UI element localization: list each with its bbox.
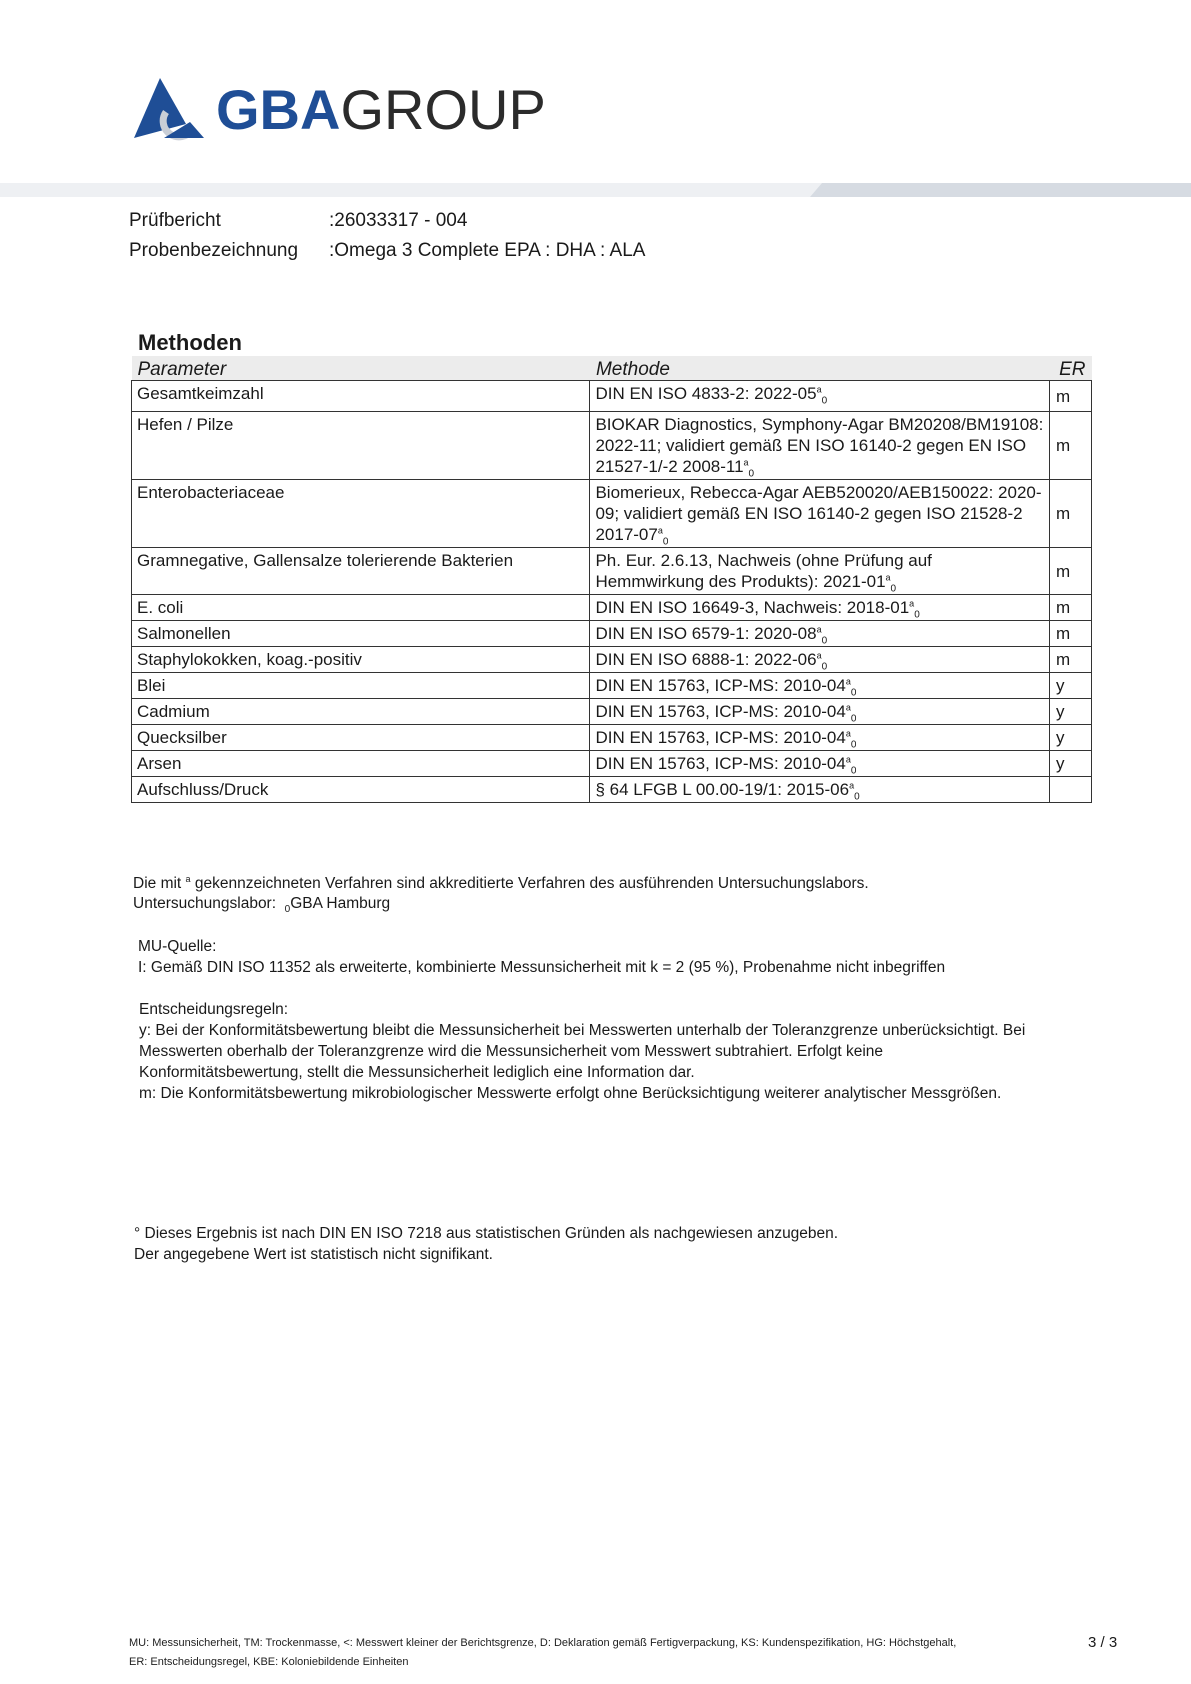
accreditation-note: Die mit $^a$ gekennzeichneten Verfahren sind akkreditierte Verfahren des ausführenden Untersuchungslabors. xyxy=(133,873,869,892)
mu-source-text: I: Gemäß DIN ISO 11352 als erweiterte, kombinierte Messunsicherheit mit k = 2 (95 %), Probenahme nicht inbegriffen xyxy=(138,959,946,976)
sample-name-row xyxy=(129,240,645,262)
page-number: 3 / 3 xyxy=(1088,1634,1118,1651)
footer-legend: MU: Messunsicherheit, TM: Trockenmasse, <: Messwert kleiner der Berichtsgrenze, D: Deklaration gemäß Fertigverpackung, KS: Kundenspezifikation, HG: Höchstgehalt, ER: Entscheidungsregel, KBE: Koloniebildende Einheiten xyxy=(129,1637,957,1668)
statistics-note: ° Dieses Ergebnis ist nach DIN EN ISO 7218 aus statistischen Gründen als nachgewiesen anzugeben. Der angegebene Wert ist statistisch nicht signifikant. xyxy=(134,1225,839,1263)
parameter-cell: Aufschluss/Druck xyxy=(132,777,590,803)
table-row xyxy=(132,751,1092,777)
methode-cell: DIN EN ISO 6888-1: $2022-06^a_0$ xyxy=(590,647,1050,673)
er-cell: m xyxy=(1049,412,1091,480)
er-cell: m xyxy=(1049,381,1091,412)
parameter-cell: Staphylokokken, koag.-positiv xyxy=(132,647,590,673)
er-cell: m xyxy=(1049,480,1091,548)
methods-title: Methoden xyxy=(138,330,242,355)
table-row xyxy=(132,647,1092,673)
methode-cell: DIN EN 15763, ICP-MS: $2010-04^a_0$ xyxy=(590,673,1050,699)
methode-cell: § 64 LFGB L 00.00-19/1: $2015-06^a_0$ xyxy=(590,777,1050,803)
table-row xyxy=(132,777,1092,803)
table-row xyxy=(132,412,1092,480)
methode-cell: BIOKAR Diagnostics, Symphony-Agar BM20208/BM19108: 2022-11; validiert gemäß EN ISO 16140-2 gegen EN ISO 21527-1/-2 $2008-11^a_0$ xyxy=(590,412,1050,480)
table-row xyxy=(132,381,1092,412)
methode-cell: Biomerieux, Rebecca-Agar AEB520020/AEB150022: 2020-09; validiert gemäß EN ISO 16140-2 gegen ISO 21528-2 $2017-07^a_0$ xyxy=(590,480,1050,548)
header-parameter: Parameter xyxy=(132,356,590,381)
methode-cell: DIN EN ISO 4833-2: $2022-05^a_0$ xyxy=(590,381,1050,412)
parameter-cell: Blei xyxy=(132,673,590,699)
sample-name-label: Probenbezeichnung xyxy=(129,240,299,261)
er-cell xyxy=(1049,777,1091,803)
table-row xyxy=(132,673,1092,699)
er-cell: m xyxy=(1049,621,1091,647)
parameter-cell: Cadmium xyxy=(132,699,590,725)
parameter-cell: E. coli xyxy=(132,595,590,621)
methods-table-header xyxy=(132,356,1092,381)
er-cell: y xyxy=(1049,673,1091,699)
header-band-accent xyxy=(810,183,1191,197)
lab-note: Untersuchungslabor: $_0$GBA Hamburg xyxy=(133,895,391,916)
table-row xyxy=(132,699,1092,725)
methode-cell: Ph. Eur. 2.6.13, Nachweis (ohne Prüfung auf Hemmwirkung des Produkts): $2021-01^a_0$ xyxy=(590,548,1050,595)
report-number-label: Prüfbericht xyxy=(129,210,221,231)
decision-rules-text: y: Bei der Konformitätsbewertung bleibt die Messunsicherheit bei Messwerten unterhalb der Toleranzgrenze unberücksichtigt. Bei Messwerten oberhalb der Toleranzgrenze wird die Messunsicherheit vom Messwert subtrahiert. Erfolgt keine Konformitätsbewertung, stellt die Messunsicherheit lediglich eine Information dar. m: Die Konformitätsbewertung mikrobiologischer Messwerte erfolgt ohne Berücksichtigung weiterer analytischer Messgrößen. xyxy=(139,1022,1026,1102)
lab-name: GBA Hamburg xyxy=(290,895,391,912)
er-cell: m xyxy=(1049,595,1091,621)
logo-text-group: GROUP xyxy=(340,78,546,141)
methods-table xyxy=(131,356,1092,803)
methode-cell: DIN EN ISO 16649-3, Nachweis: $2018-01^a_0$ xyxy=(590,595,1050,621)
parameter-cell: Hefen / Pilze xyxy=(132,412,590,480)
er-cell: m xyxy=(1049,548,1091,595)
parameter-cell: Arsen xyxy=(132,751,590,777)
parameter-cell: Gramnegative, Gallensalze tolerierende Bakterien xyxy=(132,548,590,595)
table-row xyxy=(132,548,1092,595)
parameter-cell: Enterobacteriaceae xyxy=(132,480,590,548)
report-number-value: :26033317 - 004 xyxy=(329,210,468,231)
er-cell: y xyxy=(1049,725,1091,751)
report-number-row xyxy=(129,210,467,232)
methode-cell: DIN EN 15763, ICP-MS: $2010-04^a_0$ xyxy=(590,751,1050,777)
sample-name-value: :Omega 3 Complete EPA : DHA : ALA xyxy=(329,240,646,261)
methode-cell: DIN EN 15763, ICP-MS: $2010-04^a_0$ xyxy=(590,725,1050,751)
mu-source-title: MU-Quelle: xyxy=(138,938,217,955)
logo-text-gba: GBA xyxy=(216,78,341,141)
header-er: ER xyxy=(1049,356,1091,381)
table-row xyxy=(132,595,1092,621)
methode-cell: DIN EN 15763, ICP-MS: $2010-04^a_0$ xyxy=(590,699,1050,725)
er-cell: y xyxy=(1049,699,1091,725)
company-logo xyxy=(130,75,546,145)
parameter-cell: Gesamtkeimzahl xyxy=(132,381,590,412)
decision-rules-title: Entscheidungsregeln: xyxy=(139,1001,289,1018)
gba-logo-icon xyxy=(130,78,204,142)
table-row xyxy=(132,621,1092,647)
parameter-cell: Salmonellen xyxy=(132,621,590,647)
methode-cell: DIN EN ISO 6579-1: $2020-08^a_0$ xyxy=(590,621,1050,647)
table-row xyxy=(132,480,1092,548)
table-row xyxy=(132,725,1092,751)
header-methode: Methode xyxy=(590,356,1050,381)
er-cell: y xyxy=(1049,751,1091,777)
er-cell: m xyxy=(1049,647,1091,673)
parameter-cell: Quecksilber xyxy=(132,725,590,751)
